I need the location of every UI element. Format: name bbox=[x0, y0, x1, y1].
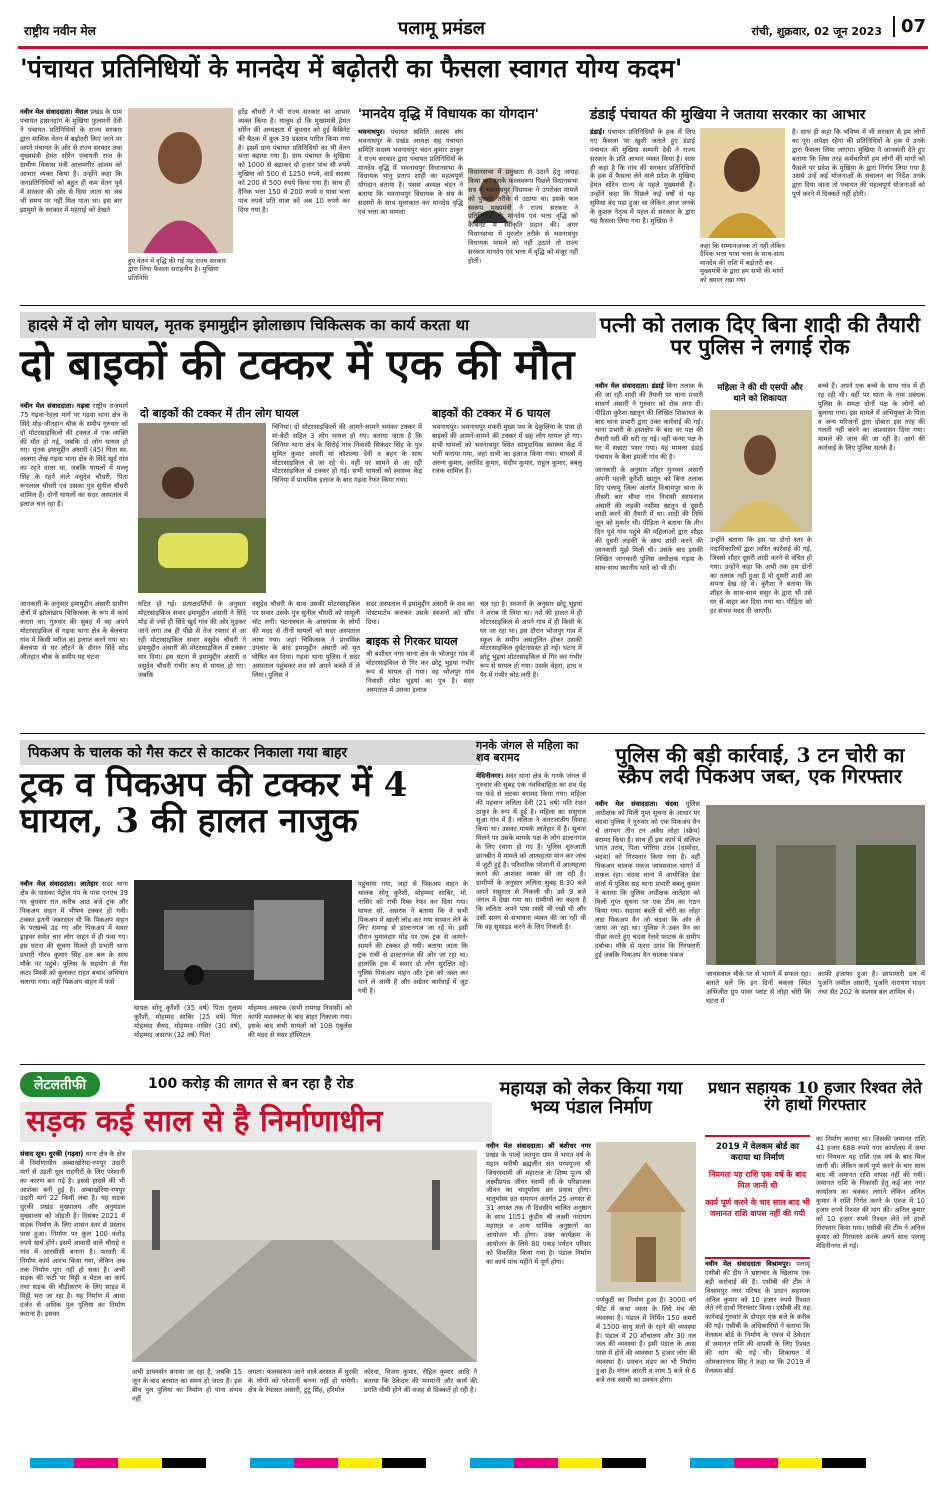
story4-kicker: हादसे में दो लोग घायल, मृतक इमामुद्दीन झोलाछाप चिकित्सक का कार्य करता था bbox=[20, 312, 596, 338]
story9-dateline: संवाद सूत्र। धुरकी (गढ़वा) bbox=[20, 1150, 84, 1158]
story6-photo-caption: घायल सोनू कुरैशी (35 वर्ष) पिता गुलाम कुरैशी, मोहम्मद साबिर (25 वर्ष) पिता मोहम्मद सैयद, मोहम्मद नासिर (30 वर्ष), मोहम्मद असरफ (32 वर्ष) पिता bbox=[134, 1004, 242, 1039]
police-photo-icon bbox=[706, 805, 925, 965]
story2-text-a: पंचायत समिति सदस्य संघ भवनाथपुर के प्रखंड अध्यक्ष सह पंचायत समिति सदस्य भवनाथपुर चंदन कुमार ठाकुर ने राज्य सरकार द्वारा पंचायत प्रतिनिधियों के मानदेय वृद्धि में भवनाथपुर विधानसभा के विधायक भानु प्रताप शाही का महत्वपूर्ण योगदान बताया है। पंसस अध्यक्ष चंदन ने बताया कि भवनाथपुर विधायक के संघ के सदस्यों के साथ मुलाकात कर मानदेय वृद्धि एवं भत्ता का मामला bbox=[358, 128, 463, 217]
story4-sub2-title: बाइकों की टक्कर में 6 घायल bbox=[432, 407, 551, 420]
story5-body-d: बच्चे हैं। अपने एक बच्चे के साथ गांव में ही रह रही थी। वहीं पर थाना के नाम प्रबंधक पुलिस के समक्ष दोनों पक्ष के लोगों को बुलाया गया। इस मामले में अभियुक्त के पिता व अन्य परिजनों द्वारा दोबारा इस तरह की गलती नहीं करने का आश्वासन दिया गया। मामले की जांच की जा रही है। आगे की कार्रवाई के लिए पुलिस सतर्क है। bbox=[818, 382, 925, 453]
story9-text-a: थाना क्षेत्र के क्षेत्र में निर्माणाधीन अम्बाखोरेया-रणपुर उदारी मार्ग से उड़ती धूल राहगीरों के लिए परेशानी का कारण बन गई है। इससे हादसे की भी आशंका बनी हुई है। अम्बाखोरेया-रणपुर उदारी मार्ग 22 किमी लंबा है। यह सड़क धुरकी प्रखंड मुख्यालय और अनुमंडल मुख्यालय को जोड़ती है। दिसंबर 2021 में सड़क निर्माण के लिए शासन स्तर से प्रस्ताव पास हुआ। निर्माण पर कुल 100 करोड़ रुपये खर्च होंगे। इसमें आवादी वाले चौराहे व गांव में आरसीसी बनाना है। फरवरी में निर्माण कार्य आरंभ किया गया, लेकिन अब तक निर्माण पूरा नहीं हो सका है। अभी सड़क की फटी पर मिट्टी व मेटल का कार्य तथा सड़क की चौड़ीकरण के लिए साइड में मिट्टी भरा जा रहा है। यह निर्माण में आधा दर्जन से अधिक पुल पुलिया का निर्माण कराना है। इसका bbox=[20, 1150, 125, 1319]
story6-body-b: मोहम्मद असरफ (सभी रामगढ़ निवासी) को काफी मशक्कत के बाद बाहर निकाला गया। इसके बाद सभी घायलों को 108 एंबुलेंस की मदद से सदर हॉस्पिटल bbox=[248, 1004, 352, 1039]
story6-photo bbox=[134, 880, 352, 1000]
story9-body-d: कोरवा, विजय कुमार, रोहित कुमार आदि ने बताया कि ठेकेदार की मनमानी और कार्य की प्रगति धीमी होने की वजह से दिक्कतें हो रही है। bbox=[364, 1368, 477, 1394]
person-photo-icon bbox=[128, 108, 233, 253]
story9-kicker: 100 करोड़ की लागत से बन रहा है रोड bbox=[148, 1076, 354, 1092]
story9-badge: लेटलतीफी bbox=[20, 1072, 100, 1097]
story11-dateline: नवीन मेल संवाददाता विश्रामपुर। bbox=[705, 1260, 791, 1268]
story7-text: सदर थाना क्षेत्र के गनके जंगल में गुरुवार की सुबह एक नवविवाहिता का शव पेड़ पर फंदे से लटका बरामद किया गया। महिला की पहचान ललिता देवी (21 वर्ष) पति रंजन ठाकुर के रूप में हुई है। महिला का ससुराल सुआ गांव में है। ललिता ने अंतरजातीय विवाह किया था। उसका मायके लातेहार में है। सूचना मिलने पर उसके मायके पक्ष के लोग डाल्टनगंज के लिए रवाना हो गए हैं। पुलिस शुरुआती छानबीन में मामले को आत्महत्या मान कर जांच में जुटी हुई है। परिवारिक परेशानी में आत्महत्या करने की आशंका व्यक्त की जा रही है। ग्रामीणों के अनुसार ललिता सुबह 8:30 बजे अपने ससुराल से निकली थी। उसे 9 बजे जंगल में देखा गया था। ग्रामीणों का कहना है कि ललिता अपने पास रस्सी भी रखी थी और उसी समय से संभावना व्यक्त की जा रही थी कि वह सुसाइड करने के लिए निकली है। bbox=[476, 772, 586, 932]
story11-text-a: पलामू एसीबी की टीम ने भ्रष्टाचार के खिलाफ एक बड़ी कार्रवाई की है। एसीबी की टीम ने विश्रामपुर नगर परिषद के प्रधान सहायक अनिल कुमार को 10 हजार रुपये रिश्वत लेते रंगे हाथों गिरफ्तार किया। एसीबी की यह कार्रवाई गुरुवार के दोपहर एक बजे के करीब की गई। एसीबी के अधिकारियों ने बताया कि वेलकम बोर्ड के निर्माण के एवज में ठेकेदार से जमानत राशि की वापसी के लिए रिश्वत की मांग की गई थी। शिकायत में ओमकारनाथ सिंह ने कहा था कि 2019 में वेलकम बोर्ड bbox=[705, 1260, 810, 1375]
story5-headline: पत्नी को तलाक दिए बिना शादी की तैयारी पर पुलिस ने लगाई रोक bbox=[599, 312, 921, 360]
story11-highlight-box bbox=[705, 1135, 810, 1259]
story4-body-c: घटित हो गई। प्रत्यक्षदर्शियों के अनुसार मोटरसाइकिल सवार इमामुद्दीन अंसारी ने सिंदे मोड़ से ज्यों ही सिंदे खुर्द गांव की ओर मुड़कर जाने लगा तब ही पीछे से तेज रफ्तार से आ रही मोटरसाइकिल सवार वसुदेव चौधरी ने इमामुद्दीन अंसारी की मोटरसाइकिल में टक्कर मार दिया। इस घटना में इमामुद्दीन अंसारी व वसुदेव चौधरी गंभीर रूप से घायल हो गए। जबकि bbox=[138, 600, 246, 680]
injured-person-photo-icon bbox=[138, 423, 266, 593]
story3-text-a: पंचायत प्रतिनिधियों के हक में लिए गए फैसला पर खुशी जताते हुए डंडाई पंचायत की मुखिया सम्पनी देवी ने राज्य सरकार के प्रति आभार व्यक्त किया है। साथ ही कहा है कि गांव की सरकार प्रतिनिधियों के हक में फैसला लेने वाले प्रदेश के मुखिया हेमंत सोरेन राज्य के पहले मुख्यमंत्री हैं। उन्होंने कहा कि पिछले कई वर्षों से यह सुविधा बंद पड़ा हुआ था लेकिन आज जनके के कुशल नेतृत्व में पहल से सरकार के द्वारा यह फैसला लिया गया है। मुखिया ने bbox=[590, 128, 695, 225]
story4-sub3-title: बाइक से गिरकर घायल bbox=[366, 635, 458, 648]
story9-body-b: अभी डायवर्सन बनाया जा रहा है, जबकि 15 जून के बाद बरसात का समय हो जाता है। इस बीच पुल पुलिया का निर्माण हो पाना संभव नहीं bbox=[132, 1368, 242, 1403]
story8-photo bbox=[706, 805, 925, 965]
story1-body-a bbox=[20, 108, 122, 298]
section-title: पलामू प्रमंडल bbox=[398, 18, 485, 39]
story3-photo-caption: कहा कि सम्मानजनक तो नहीं लेकिन दैनिक भत्ता यात्रा भत्ता के साथ-साथ मानदेय की राशि में बढ़ोतरी कर मुख्यमंत्री के द्वारा हम सभी की मांगों को ख्याल रखा गया bbox=[700, 242, 785, 284]
pandal-photo-icon bbox=[596, 1142, 696, 1292]
story8-dateline: नवीन मेल संवाददाता। चंदवा bbox=[595, 800, 679, 808]
story6-text-a: सदर थाना क्षेत्र के पासंका पेट्रोल पंप के पास एनएच 39 पर बुधवार रात करीब आठ बजे ट्रक और पिकअप वाहन में भीषण टक्कर हो गयी। टक्कर इतनी जबरदस्त थी कि पिकअप वाहन के परखच्चे उड़ गए और पिकअप में सवार ड्राइवर समेत चार लोग वाहन में ही फंस गए। इस घटना की सूचना मिलते ही प्रभारी थाना प्रभारी गौरव कुमार सिंह दल बल के साथ मौके पर पहुंचे। पुलिस के सहयोग से गैस कटर मिस्त्री को बुलाकर राहत बचाव अभियान चलाया गया। वहीं पिकअप वाहन में फंसे bbox=[20, 880, 128, 986]
story4-body-a bbox=[20, 402, 128, 597]
story7-headline: गनके जंगल से महिला का शव बरामद bbox=[476, 739, 579, 764]
story2-headline: 'मानदेय वृद्धि में विधायक का योगदान' bbox=[358, 107, 539, 122]
story4-dateline: नवीन मेल संवाददाता। गढ़वा bbox=[20, 402, 90, 410]
story8-body-b: काफी इजाफा हुआ है। छापामारी दल में पुअनि जमील अंसारी, पुअनि नारायण यादव तथा सैट 202 के सशस्त्र बल शामिल थे। bbox=[818, 970, 925, 996]
story4-headline: दो बाइकों की टक्कर में एक की मौत bbox=[20, 340, 575, 389]
story9-body-c: लगता। फलस्वरूप आने वाले बरसात में धुरकी के लोगों को परेशानी बनना नहीं हो पायेगी। क्षेत्र के रेयासत अंसारी, टुटू सिंह, हरिमोल bbox=[248, 1368, 358, 1394]
story2-body-a bbox=[358, 128, 463, 298]
person-photo-icon bbox=[700, 128, 785, 238]
story5-text-b: जानकारी के अनुसार शौहर मुनव्वर अंसारी अपनी पहली कुरैशी खातून को बिना तलाक दिए पलामू जिला अंतर्गत विश्रामपुर थाना के तीसरी बार चौथा गांव निवासी सरफराज अंसारी की लड़की नसीमा खातून से दूसरी शादी करने की तैयारी में था। शादी की तिथि जून को मुकर्रर थी। पीड़िता ने बताया कि तीन दिन पूर्व गांव पहुंचे की महिलाओं द्वारा शौहर की दूसरी लड़की के साथ शादी करने की जानकारी मुझे मिली थी। उसके बाद इसकी लिखित जानकारी पुलिस अधीक्षक गढ़वा के साथ-साथ स्थानीय थाने को भी दी। bbox=[595, 466, 703, 572]
story11-box-sub2: कार्य पूर्ण करने के चार साल बाद भी जमानत राशि वापस नहीं की गयी bbox=[705, 1198, 810, 1218]
story11-body-b: का निर्माण कराया था। जिसकी जमानत राशि 41 हजार 688 रुपये नगर कार्यालय में जमा था। नियमतः यह राशि एक वर्ष के बाद मिल जानी थी। लेकिन कार्य पूर्ण करने के चार साल बाद भी जमानत राशि वापस नहीं की गयी। जमानत राशि के निकासी हेतु कई बार नगर कार्यालय का चक्कर लगाने लेकिन अनिल कुमार ने राशि निर्गत करने के एवज में 10 हजार रुपये रिश्वत की मांग की। अनिल कुमार को 10 हजार रुपये रिश्वत लेते रंगे हाथों गिरफ्तार किया गया। एसीबी की टीम ने अनिल कुमार को गिरफ्तार करके अपने साथ पलामू मेदिनीनगर ले गई। bbox=[816, 1135, 925, 1250]
story3-headline: डंडाई पंचायत की मुखिया ने जताया सरकार का आभार bbox=[590, 107, 866, 123]
story10-text-a: प्रखंड के पाल्हे जतपुरा ग्राम में भारत वर्ष के महान मनीषी ब्रह्मलीन संत परमपूज्य श्री जियरस्वामी जी महाराज के शिष्य पूज्य श्री लक्ष्मीप्रपन्न जीयर स्वामी जी के परिव्राजक जीवन का चातुर्मास्य व्रत प्रवास होगा। चातुर्मास्य व्रत समापन अंतर्गत 25 अगस्त से 31 अगस्त तक नौ दिवसीय चालित अनुष्ठान के साथ 1051 कुंडीय श्री लक्ष्मी नारायण महायज्ञ व अन्य धार्मिक अनुष्ठानों का आयोजन भी होगा। उक्त कार्यक्रम के आयोजन के लिये 80 एकड़ पर्यटन परिसर को विकसित किया गया है। पंडाल निर्माण का कार्य पांच महीने में पूर्ण होगा। bbox=[486, 1150, 591, 1266]
story2-text-b: विधानसभा में प्रमुखता से उठाने हेतु आग्रह किया था। इसके फलस्वरूप पिछले विधानसभा सत्र में भवनाथपुर विधायक ने उपरोक्त मामले को पुरजोर तरीके से उठाया था। इसके फल स्वरूप मुख्यमंत्री ने राज्य सरकार ने प्रतिनिधियों के मानदेय एवं भत्ता वृद्धि को कैबिनेट में स्वीकृति प्रदान की। अगर विधानसभा में पुरजोर तरीके से भवनाथपुर विधायक मामले को नहीं उठाते तो राज्य सरकार मानदेय एवं भत्ता में वृद्धि को मंजूर नहीं होती। bbox=[468, 168, 578, 265]
print-color-bar bbox=[30, 1458, 910, 1468]
story4-sub1-title: दो बाइकों की टक्कर में तीन लोग घायल bbox=[140, 407, 299, 420]
masthead bbox=[18, 16, 928, 49]
story4-photo bbox=[138, 423, 266, 593]
story8-headline: पुलिस की बड़ी कार्रवाई, 3 टन चोरी का स्क्रैप लदी पिकअप जब्त, एक गिरफ्तार bbox=[615, 743, 905, 788]
story4-body-d: वसुदेव चौधरी के साथ उसकी मोटरसाइकिल पर सवार उसके पुत्र सुनील चौधरी को मामूली चोट लगी। घटनास्थल के आसपास के लोगों की मदद से तीनों घायलों को सदर अस्पताल लाया गया। जहां चिकित्सक ने प्राथमिक उपचार के बाद इमामुद्दीन अंसारी को मृत घोषित कर दिया। गढ़वा थाना पुलिस ने सदर अस्पताल पहुंचकर शव को अपने कब्जे में ले लिया। पुलिस ने bbox=[252, 600, 360, 680]
story2-dateline: भवनाथपुर। bbox=[358, 128, 385, 136]
story8-body-a bbox=[595, 800, 700, 1058]
story7-body bbox=[476, 772, 586, 1058]
story6-headline: ट्रक व पिकअप की टक्कर में 4 घायल, 3 की हालत नाजुक bbox=[20, 765, 408, 841]
story11-box-sub1: नियमतः यह राशि एक वर्ष के बाद मिल जानी थी bbox=[708, 1170, 807, 1190]
story5-body-c: उन्होंने बताया कि इस पर दोनों स्तर के पदाधिकारियों द्वारा त्वरित कार्रवाई की गई, जिससे शौहर दूसरी शादी करने से वंचित हो गया। उन्होंने कहा कि अभी तक हम दोनों का तलाक नहीं हुआ है वो दूसरी शादी का सपना देख रहे थे। कुरैशा ने बताया कि शौहर के साथ-साथ ससुर के द्वारा भी उसे घर से बाहर कर दिया गया था। पीड़िता को हर संभव मदद दी जाएगी। bbox=[710, 536, 812, 616]
story5-text-a: बिना तलाक के की जा रही शादी की तैयारी पर थाना प्रभारी सावर्ण अंसारी ने गुरुवार को रोक लगा दी। पीड़िता कुरैशा खातून की लिखित शिकायत के बाद थाना प्रभारी द्वारा उक्त कार्रवाई की गई। थाना प्रभारी के हस्तक्षेप के बाद वर पक्ष की तैयारी धरी की धरी रह गई। वहीं कन्या पक्ष के घर में सन्नाटा पसर गया। यह मामला डंडाई पंचायत के बैला इमली गांव की है। bbox=[595, 382, 703, 462]
story1-body-b: हरेंद्र चौधरी ने भी राज्य सरकार का आभार व्यक्त किया है। मालूम हो कि मुख्यमंत्री हेमंत सोरेन की अध्यक्षता में बुधवार को हुई कैबिनेट की बैठक में कुल 39 प्रस्ताव पारित किया गया है। इसमें ग्राम पंचायत प्रतिनिधियों का भी वेतन भत्ता बढ़ाया गया है। ग्राम पंचायत के मुखिया को 1000 से बढ़ाकर दो हजार पांच सौ रुपये मुखिया को 500 से 1250 रुपये, वार्ड सदस्य को 200 से 500 रुपये किया गया है। साथ ही दैनिक भत्ता 150 से 200 रुपये व यात्रा भत्ता पांच रुपये प्रति यात्रा को अब 10 रुपये कर दिया गया है। bbox=[238, 108, 350, 214]
story5-dateline: नवीन मेल संवाददाता। डंडाई bbox=[595, 382, 664, 390]
story4-body-b: जानकारी के अनुसार इमामुद्दीन अंसारी ग्रामीण क्षेत्रों में झोलाछाप चिकित्सक के रूप में कार्य करता था। गुरुवार की सुबह में वह अपने मोटरसाइकिल से गढ़वा थाना क्षेत्र के बेलचंपा गांव में किसी मरीज का इलाज करने गया था। बेलचंपा से घर लौटने के दौरान सिंदे मोड़ जीतहान चौक के समीप यह घटना bbox=[20, 600, 128, 662]
story10-photo bbox=[596, 1142, 696, 1292]
story9-headline: सड़क कई साल से है निर्माणाधीन bbox=[20, 1102, 492, 1142]
story2-body-b bbox=[468, 128, 578, 298]
story7-dateline: मेदिनीनगर। bbox=[476, 772, 504, 780]
page-number: 07 bbox=[893, 16, 926, 37]
story11-headline: प्रधान सहायक 10 हजार रिश्वत लेते रंगे हाथों गिरफ्तार bbox=[708, 1078, 922, 1114]
story3-photo bbox=[700, 128, 785, 238]
story4-sub1-body: चिनिया। दो मोटरसाइकिलों की आमने-सामने भयंकर टक्कर में मां-बेटी सहित 3 लोग घायल हो गए। बताया जाता है कि चिनिया थाना क्षेत्र के सिरोई गांव निवासी सिकंदर सिंह के पुत्र सुमित कुमार अपनी मां कौशल्या देवी व बहन के साथ मोटरसाइकिल से जा रहे थे। वहीं पर सामने से आ रही मोटरसाइकिल से टक्कर हो गई। सभी घायलों को स्वास्थ्य केंद्र चिनिया में प्राथमिक इलाज के बाद गढ़वा रेफर किया गया। bbox=[272, 423, 422, 485]
story3-dateline: डंडाई। bbox=[590, 128, 605, 136]
woman-photo-icon bbox=[710, 410, 812, 532]
story9-photo bbox=[132, 1150, 477, 1362]
story9-body-a bbox=[20, 1150, 125, 1446]
story1-photo-caption: हुए वेतन में वृद्धि की गई यह राज्य सरकार द्वारा लिया फैसला सराहनीय है। मुखिया प्रतिनिधि bbox=[128, 257, 226, 282]
story6-dateline: नवीन मेल संवाददाता। लातेहार bbox=[20, 880, 99, 888]
wrecked-vehicle-photo-icon bbox=[134, 880, 352, 1000]
story5-photo-caption: महिला ने की थी एसपी और थाने को शिकायत bbox=[717, 383, 803, 404]
story11-box-title: 2019 में वेलकम बोर्ड का कराया था निर्माण bbox=[715, 1142, 799, 1163]
story5-body-a bbox=[595, 382, 703, 727]
road-construction-photo-icon bbox=[132, 1150, 477, 1362]
story10-body-b: पर्णकुटी का निर्माण हुआ है। 3000 वर्ग फीट में कथा व्यास के लिये मंच की व्यवस्था है। पंडाल में निर्मित 150 कमरों में 1500 साधु संतों के रहने की व्यवस्था है। पंडाल में 20 शौचालय और 30 नल जल की व्यवस्था है। इसी पंडाल के आस पास में होने की व्यवस्था 5 हजार लोग की व्यवस्था है। प्रवचन मंडप का भी निर्माण हुआ है। मंगल आरती व शाम 5 बजे से 6 बजे तक स्वामी का प्रवचन होगा। bbox=[596, 1296, 696, 1385]
story1-photo bbox=[128, 108, 233, 253]
story3-body-b: है। साथ ही कहा कि भविष्य में भी सरकार से हम लोगों का पूरा अपेक्षा रहेगा की प्रतिनिधियों के हक में उनके द्वारा फैसला लिया जाएगा। मुखिया ने जानकारी देते हुए बताया कि जिस तरह कर्मचारियों हम लोगों की मांगों को फैसले पर प्रदेश के मुखिया के द्वारा निर्णय लिया गया है उससे उन्हें कई योजनाओं के संचालन का निर्देश उनके द्वारा दिया जाता तो पंचायत की महत्वपूर्ण योजनाओं को पूर्ण करने में दिक्कतें नहीं होती। bbox=[792, 128, 925, 199]
story4-body-e: सदर अस्पताल में इमामुद्दीन अंसारी के शव का पोस्टमार्टम कराकर उसके स्वजनों को सौंप दिया। bbox=[366, 600, 474, 626]
story11-body-a bbox=[705, 1260, 810, 1446]
story5-photo bbox=[710, 410, 812, 532]
story4-sub2-body: भवनाथपुर। भवनाथपुर मकरी मुख्य पथ के देकुलिया के पास दो बाइकों की आमने-सामने की टक्कर में छह लोग घायल हो गए। सभी घायलों को भवनाथपुर स्थित सामुदायिक स्वास्थ्य केंद्र में भर्ती कराया गया, जहां सभी का इलाज किया गया। घायलों में अरुण कुमार, अरविंद कुमार, संदीप कुमार, राहुल कुमार, बबलू रजक शामिल हैं। bbox=[432, 423, 582, 476]
story4-sub3-body: श्री बंशीधर नगर थाना क्षेत्र के भोजपुर गांव में मोटरसाइकिल से गिर कर छोटू भुइयां गंभीर रूप से घायल हो गया। वह भोजपुर गांव निवासी रमेश भुइयां का पुत्र है। सदर अस्पताल में उसका इलाज bbox=[366, 650, 474, 694]
story6-kicker: पिकअप के चालक को गैस कटर से काटकर निकाला गया बाहर bbox=[20, 740, 481, 765]
story1-headline: 'पंचायत प्रतिनिधियों के मानदेय में बढ़ोतरी का फैसला स्वागत योग्य कदम' bbox=[20, 54, 683, 83]
brand-name: राष्ट्रीय नवीन मेल bbox=[24, 24, 96, 38]
story3-body-a bbox=[590, 128, 695, 298]
issue-date: रांची, शुक्रवार, 02 जून 2023 bbox=[751, 25, 882, 38]
story1-text-a: प्रखंड के ग्राम पंचायत हासनदाग के मुखिया फुलमनी देवी ने पंचायत प्रतिनिधियों के राज्य सरकार द्वारा मासिक वेतन में बढ़ोतरी किए जाने पर अपने पंचायत के ओर से राज्य सरकार तथा मुख्यमंत्री हेमंत सोरेन पंचायती राज के ग्रामीण विकास मंत्री आलमगीर आलम को आभार व्यक्त किया है। उन्होंने कहा कि जनप्रतिनिधियों को बहुत ही कम वेतन पूर्व में सरकार की ओर से दिया जाता था जब भी समय पर नहीं मिल पाता था। इस बार झामुमो के सरकार में महंगाई को देखते bbox=[20, 108, 122, 214]
story10-dateline: नवीन मेल संवाददाता। श्री बंशीधर नगर bbox=[486, 1142, 591, 1150]
story1-dateline: नवीन मेल संवाददाता। मेराल bbox=[20, 108, 88, 116]
story4-text-a: राष्ट्रीय राजमार्ग 75 गढ़वा-रेहला मार्ग पर गढ़वा थाना क्षेत्र के सिंदे मोड़-जीतहान चौक के समीप गुरुवार को दो मोटरसाइकिलों की टक्कर में एक व्यक्ति की मौत हो गई, जबकि दो लोग घायल हो गए। मृतक इमामुद्दीन अंसारी (45) पिता स्व. अलगर शेख गढ़वा थाना क्षेत्र के सिंदे खुर्द गांव का रहने वाला था, जबकि घायलों में मल्लू सिंह के रहने वाले वसुदेव चौधरी, पिता रूपलाल चौधरी एवं उसका पुत्र सुनील चौधरी शामिल हैं। दोनों घायलों का सदर अस्पताल में इलाज चल रहा है। bbox=[20, 402, 128, 508]
story10-body-a bbox=[486, 1142, 591, 1446]
story8-photo-caption: जायसवाल मौके पर से भागने में सफल रहा। बताते चलें कि इन दिनों चकला स्थित अभिजीत ग्रुप पावर प्लांट से लोहा चोरी कि घटना में bbox=[706, 970, 811, 1005]
story6-body-a bbox=[20, 880, 128, 1058]
story8-text-a: पुलिस अधीक्षक को मिली गुप्त सूचना के आधार पर चंदवा पुलिस ने गुरुवार को एक पिकअप वैन से लगभग तीन टन अवैध लोहा (स्क्रैप) बरामद किया है। साथ ही इस कार्य में संलिप्त भगत उरांव, पिता भोरिया उरांव (दामोदर, चंदवा) को गिरफ्तार किया गया है। वहीं पिकअप चालक पंकज जायसवाल भागने में सफल रहा। चंदवा थाना में आयोजित प्रेस वार्ता में पुलिस सह थाना प्रभारी बबलू कुमार ने बताया कि पुलिस अधीक्षक लातेहार को मिली गुप्त सूचना पर एक टीम का गठन किया गया। सदावर बस्ती से चोरी का लोहा लदा पिकअप वैन जो चंदवा कि ओर ले जाया जा रहा था। पुलिस ने उक्त वैन का पीछा करते हुए चंदवा रेलवे फाटक के समीप दबोचा। मौके से फरार उरांव कि गिरफ्तारी हुई जबकि पिकअप वैन चालक पंकज bbox=[595, 800, 700, 960]
story10-headline: महायज्ञ को लेकर किया गया भव्य पंडाल निर्माण bbox=[499, 1078, 683, 1118]
story6-body-c: पहुंचाया गया, जहां से पिकअप वाहन के चालक सोनू कुरैशी, मोहम्मद साबिर, मो. नासिर को रांची रिम्स रेफर कर दिया गया। घायल सो. असरफ ने बताया कि वे सभी पिकअप में खाली लोड कर गया सामान लेने के लिए रामगढ़ से डाल्टनगंज जा रहे थे। इसी दौरान घुमावदार मोड़ पर एक ट्रक से आमने-सामने की टक्कर हो गयी। बताया जाता कि ट्रक रांची से डाल्टनगंज की ओर जा रहा था। हालांकि ट्रक में सवार दो लोग सुरक्षित रहे। पुलिस पिकअप वाहन और ट्रक को जब्त कर थाने ले आयी है और अग्रेतर कार्रवाई में जुट गयी है। bbox=[358, 880, 468, 995]
story4-body-f: चल रहा है। स्वजनों के अनुसार छोटू भुइयां ने शराब पी लिया था। नशे की हालत में ही मोटरसाइकिल से अपने गांव में ही किसी के घर जा रहा था। इस दौरान भोजपुर गांव में स्कूल के समीप असंतुलित होकर उसकी मोटरसाइकिल दुर्घटनाग्रस्त हो गई। घटना में छोटू भुइयां मोटरसाइकिल से गिर कर गंभीर रूप से घायल हो गया। उसके चेहरा, हाथ व पैर में गंभीर चोट लगी है। bbox=[480, 600, 582, 680]
